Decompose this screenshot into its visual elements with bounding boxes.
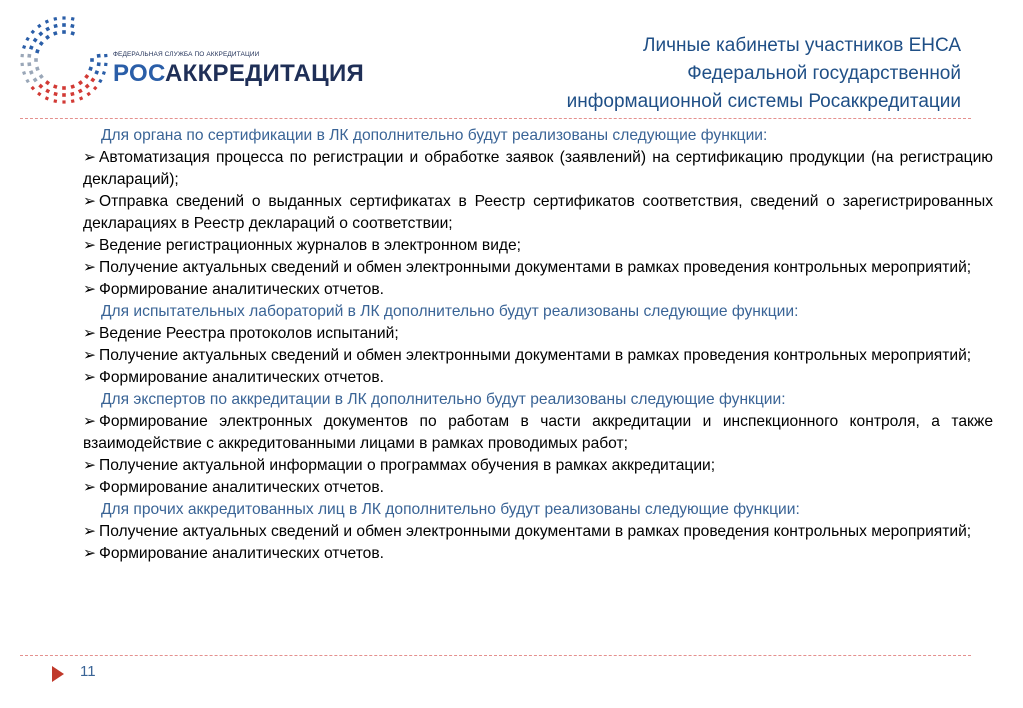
emblem-dot	[31, 86, 36, 91]
list-item-text: Получение актуальных сведений и обмен электронными документами в рамках проведения контрольных мероприятий;	[99, 347, 972, 364]
bullet-arrow-icon: ➢	[83, 479, 97, 496]
section-experts	[83, 389, 993, 499]
emblem-dot	[29, 45, 34, 50]
page-title-line-2: Федеральной государственной	[687, 63, 961, 84]
emblem-dot	[27, 54, 31, 58]
emblem-dot	[33, 38, 38, 43]
section-heading: Для органа по сертификации в ЛК дополнительно будут реализованы следующие функции:	[101, 127, 768, 144]
emblem-dot	[22, 71, 26, 75]
list-item-text: Формирование аналитических отчетов.	[99, 479, 384, 496]
emblem-dot	[27, 62, 31, 66]
bullet-arrow-icon: ➢	[83, 325, 97, 342]
section-other-accredited	[83, 499, 993, 565]
bullet-arrow-icon: ➢	[83, 413, 97, 430]
bullet-arrow-icon: ➢	[83, 369, 97, 386]
emblem-dot	[79, 96, 83, 100]
list-item	[83, 455, 993, 477]
emblem-dot	[45, 19, 49, 23]
bullet-arrow-icon: ➢	[83, 347, 97, 364]
page-title-line-1: Личные кабинеты участников ЕНСА	[643, 35, 961, 56]
emblem-dot	[88, 66, 93, 71]
emblem-dot	[53, 92, 57, 96]
content-body	[83, 125, 993, 565]
list-item	[83, 323, 993, 345]
emblem-dot	[53, 99, 57, 103]
emblem-dot	[104, 54, 108, 58]
emblem-dot	[78, 80, 83, 85]
emblem-dot	[62, 23, 66, 27]
section-heading: Для экспертов по аккредитации в ЛК дополнительно будут реализованы следующие функции:	[101, 391, 786, 408]
emblem-dot	[45, 89, 50, 94]
emblem-dot	[25, 79, 29, 83]
emblem-dot	[62, 16, 65, 19]
bullet-arrow-icon: ➢	[83, 545, 97, 562]
emblem-dot	[45, 27, 50, 32]
list-item-text: Формирование электронных документов по работам в части аккредитации и инспекционного контроля, а также взаимодействие с аккредитованными лицами в рамках проводимых работ;	[83, 413, 993, 452]
emblem-dot	[62, 93, 66, 97]
emblem-dot	[62, 100, 65, 103]
emblem-dot	[37, 92, 41, 96]
emblem-dot	[22, 45, 26, 49]
emblem-dot	[53, 84, 58, 89]
list-item	[83, 521, 993, 543]
emblem-dot	[39, 74, 44, 79]
logo-wordmark-ros: РОС	[113, 60, 165, 87]
emblem-dot	[70, 84, 75, 89]
list-item-text: Получение актуальных сведений и обмен электронными документами в рамках проведения контрольных мероприятий;	[99, 523, 972, 540]
list-item-text: Ведение регистрационных журналов в электронном виде;	[99, 237, 522, 254]
logo-wordmark-accreditation: АККРЕДИТАЦИЯ	[165, 60, 365, 87]
page-title-line-3: информационной системы Росаккредитации	[566, 91, 961, 112]
section-heading: Для прочих аккредитованных лиц в ЛК дополнительно будут реализованы следующие функции:	[101, 501, 800, 518]
logo-wordmark	[113, 60, 364, 88]
emblem-dot	[71, 99, 75, 103]
emblem-dot	[70, 31, 75, 36]
rosaccreditation-logo	[18, 10, 365, 110]
emblem-dot	[39, 41, 44, 46]
emblem-dot	[90, 58, 94, 62]
emblem-dot	[45, 80, 50, 85]
list-item-text: Формирование аналитических отчетов.	[99, 545, 384, 562]
list-item-text: Ведение Реестра протоколов испытаний;	[99, 325, 399, 342]
bullet-arrow-icon: ➢	[83, 193, 97, 210]
list-item	[83, 345, 993, 367]
list-item	[83, 235, 993, 257]
emblem-dot	[53, 24, 57, 28]
list-item-text: Формирование аналитических отчетов.	[99, 369, 384, 386]
next-arrow-icon	[52, 666, 64, 682]
list-item	[83, 279, 993, 301]
emblem-dot	[85, 84, 90, 89]
section-heading: Для испытательных лабораторий в ЛК дополнительно будут реализованы следующие функции:	[101, 303, 799, 320]
emblem-dot	[33, 77, 38, 82]
list-item-text: Отправка сведений о выданных сертификатах в Реестр сертификатов соответствия, сведений о зарегистрированных декларациях в Реестр деклараций о соответствии;	[83, 193, 993, 232]
emblem-dot	[78, 89, 83, 94]
emblem-dot	[38, 31, 43, 36]
emblem-dot	[35, 66, 40, 71]
section-certification	[83, 125, 993, 301]
bullet-arrow-icon: ➢	[83, 149, 97, 166]
emblem-dot	[53, 31, 58, 36]
top-divider	[20, 118, 971, 119]
section-laboratories	[83, 301, 993, 389]
emblem-dot	[62, 30, 66, 34]
bullet-arrow-icon: ➢	[83, 523, 97, 540]
emblem-dot	[97, 54, 101, 58]
emblem-dot	[70, 92, 74, 96]
list-item	[83, 191, 993, 235]
bullet-arrow-icon: ➢	[83, 457, 97, 474]
list-item-text: Автоматизация процесса по регистрации и обработке заявок (заявлений) на сертификацию продукции (на регистрацию деклараций);	[83, 149, 993, 188]
logo-subtitle: ФЕДЕРАЛЬНАЯ СЛУЖБА ПО АККРЕДИТАЦИИ	[113, 51, 260, 58]
emblem-dot	[37, 24, 41, 28]
emblem-dot	[45, 96, 49, 100]
emblem-dot	[84, 74, 89, 79]
emblem-dot	[34, 58, 38, 62]
bullet-arrow-icon: ➢	[83, 237, 97, 254]
page-title	[567, 32, 961, 116]
list-item	[83, 257, 993, 279]
emblem-dot	[71, 17, 75, 21]
logo-emblem-icon	[18, 10, 113, 110]
emblem-dot	[31, 30, 36, 35]
list-item	[83, 411, 993, 455]
emblem-dot	[25, 37, 29, 41]
emblem-dot	[97, 62, 101, 66]
emblem-dot	[90, 77, 95, 82]
emblem-dot	[62, 86, 66, 90]
emblem-dot	[98, 79, 102, 83]
emblem-dot	[93, 86, 98, 91]
emblem-dot	[104, 63, 108, 67]
emblem-dot	[86, 92, 90, 96]
emblem-dot	[20, 54, 24, 58]
emblem-dot	[53, 17, 57, 21]
emblem-dot	[102, 71, 106, 75]
emblem-dot	[45, 35, 50, 40]
emblem-dot	[20, 63, 24, 67]
list-item	[83, 543, 993, 565]
bullet-arrow-icon: ➢	[83, 259, 97, 276]
bottom-divider	[20, 655, 971, 656]
list-item	[83, 147, 993, 191]
emblem-dot	[70, 24, 74, 28]
list-item-text: Получение актуальных сведений и обмен электронными документами в рамках проведения контрольных мероприятий;	[99, 259, 972, 276]
bullet-arrow-icon: ➢	[83, 281, 97, 298]
emblem-dot	[38, 84, 43, 89]
list-item	[83, 367, 993, 389]
list-item	[83, 477, 993, 499]
emblem-dot	[35, 49, 40, 54]
emblem-dot	[29, 70, 34, 75]
page-number: 11	[80, 663, 96, 680]
list-item-text: Формирование аналитических отчетов.	[99, 281, 384, 298]
emblem-dot	[94, 70, 99, 75]
list-item-text: Получение актуальной информации о программах обучения в рамках аккредитации;	[99, 457, 716, 474]
